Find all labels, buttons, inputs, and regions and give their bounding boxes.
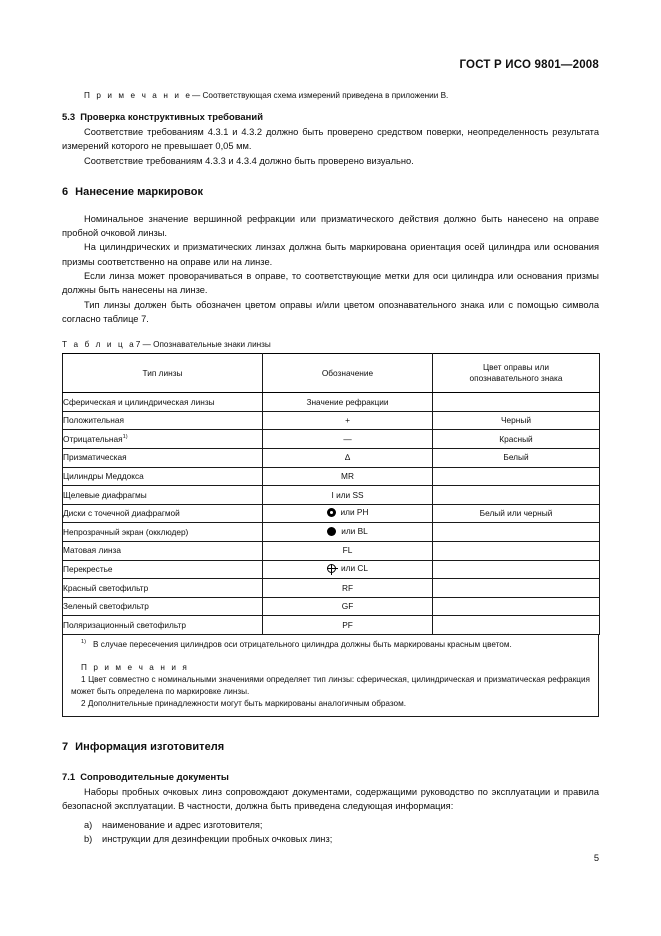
cell-designation xyxy=(263,523,433,542)
heading-7-1 xyxy=(62,771,599,782)
table-row xyxy=(63,560,600,579)
th-color xyxy=(433,354,600,393)
page-content xyxy=(62,90,599,846)
list-item-marker: b) xyxy=(84,833,93,844)
cell-color xyxy=(433,560,600,579)
table-row xyxy=(63,504,600,523)
table-7-caption xyxy=(62,340,599,349)
table-row xyxy=(63,616,600,635)
manufacturer-info-list xyxy=(62,818,599,847)
cell-lens-type: Поляризационный светофильтр xyxy=(63,616,263,635)
para-5-3-1: Соответствие требованиям 4.3.1 и 4.3.2 должно быть проверено средством поверки, неопределенность результата измерений которого не превышает 0,05 мм. xyxy=(62,127,599,152)
cell-designation: I или SS xyxy=(263,486,433,505)
cell-color xyxy=(433,597,600,616)
cell-designation: PF xyxy=(263,616,433,635)
th-lens-type: Тип линзы xyxy=(63,354,263,393)
designation-with-symbol xyxy=(327,526,368,537)
cell-lens-type: Непрозрачный экран (окклюдер) xyxy=(63,523,263,542)
para-6-4: Тип линзы должен быть обозначен цветом оправы и/или цветом опознавательного знака или с помощью символа согласно таблице 7. xyxy=(62,299,599,324)
cell-color xyxy=(433,467,600,486)
cell-color xyxy=(433,616,600,635)
table-row xyxy=(63,430,600,449)
para-5-3-2: Соответствие требованиям 4.3.3 и 4.3.4 должно быть проверено визуально. xyxy=(84,155,414,166)
table-row xyxy=(63,411,600,430)
cell-designation: MR xyxy=(263,467,433,486)
cell-designation: GF xyxy=(263,597,433,616)
footnote-text: В случае пересечения цилиндров оси отрицательного цилиндра должны быть маркированы красным цветом. xyxy=(92,639,512,649)
heading-7-1-title: Сопроводительные документы xyxy=(80,770,229,782)
th-designation: Обозначение xyxy=(263,354,433,393)
heading-6-number: 6 xyxy=(62,185,69,198)
table-footnote-1 xyxy=(71,639,590,651)
heading-7-1-number: 7.1 xyxy=(62,770,76,782)
table-footnotes xyxy=(62,635,599,717)
para-7-1-1: Наборы пробных очковых линз сопровождают документами, содержащими руководство по эксплуатации и правила безопасной эксплуатации. В частности, должна быть приведена следующая информация: xyxy=(62,786,599,812)
cell-lens-type: Диски с точечной диафрагмой xyxy=(63,504,263,523)
table-note-item: 1 Цвет совместно с номинальными значениями определяет тип линзы: сферическая, цилиндрическая и призматическая рефракция может быть определена по маркировке линзы. xyxy=(71,675,590,696)
standard-header: ГОСТ Р ИСО 9801—2008 xyxy=(459,59,599,71)
cell-lens-type-text: Отрицательная xyxy=(63,433,123,444)
para-6-1: Номинальное значение вершинной рефракции или призматического действия должно быть нанесено на оправе пробной очковой линзы. xyxy=(62,213,599,239)
table-caption-number: 7 xyxy=(135,340,141,350)
pinhole-disc-icon xyxy=(327,508,336,517)
table-notes-title: П р и м е ч а н и я xyxy=(81,662,189,672)
table-row xyxy=(63,449,600,468)
heading-6-title: Нанесение маркировок xyxy=(75,185,204,198)
cell-color: Черный xyxy=(433,411,600,430)
cell-color xyxy=(433,579,600,598)
table-caption-dash: — xyxy=(142,340,151,350)
designation-with-symbol xyxy=(327,507,369,518)
cell-lens-type: Матовая линза xyxy=(63,542,263,561)
para-6-2: На цилиндрических и призматических линзах должна быть маркирована ориентация осей цилиндра или основания призмы соответственно на оправе или на линзе. xyxy=(62,242,599,267)
table-row xyxy=(63,579,600,598)
crosshair-icon xyxy=(327,564,336,573)
heading-6 xyxy=(62,186,599,198)
cell-designation: Значение рефракции xyxy=(263,393,433,412)
cell-designation xyxy=(263,560,433,579)
cell-lens-type: Перекрестье xyxy=(63,560,263,579)
table-row xyxy=(63,523,600,542)
cell-color xyxy=(433,393,600,412)
cell-color xyxy=(433,523,600,542)
heading-5-3 xyxy=(62,111,599,122)
cell-designation: FL xyxy=(263,542,433,561)
table-row xyxy=(63,542,600,561)
cell-lens-type: Красный светофильтр xyxy=(63,579,263,598)
cell-designation: + xyxy=(263,411,433,430)
cell-lens-type: Призматическая xyxy=(63,449,263,468)
table-caption-label: Т а б л и ц а xyxy=(62,340,136,350)
table-header-row xyxy=(63,354,600,393)
table-row xyxy=(63,597,600,616)
para-6-3: Если линза может проворачиваться в оправе, то соответствующие метки для оси цилиндра или основания призмы должны быть нанесены на линзе. xyxy=(62,271,599,296)
cell-lens-type: Щелевые диафрагмы xyxy=(63,486,263,505)
heading-5-3-number: 5.3 xyxy=(62,111,76,122)
footnote-marker: 1) xyxy=(81,639,86,646)
cell-designation: RF xyxy=(263,579,433,598)
page-number: 5 xyxy=(593,853,599,863)
list-item-text: наименование и адрес изготовителя; xyxy=(102,819,263,830)
list-item xyxy=(62,832,599,846)
lens-identification-table xyxy=(62,353,600,635)
cell-lens-type: Сферическая и цилиндрическая линзы xyxy=(63,393,263,412)
cell-lens-type: Цилиндры Меддокса xyxy=(63,467,263,486)
heading-7 xyxy=(62,741,599,753)
table-row xyxy=(63,467,600,486)
cell-designation-text: или CL xyxy=(340,562,369,573)
note-top xyxy=(84,90,599,102)
cell-lens-type xyxy=(63,430,263,449)
cell-color: Белый или черный xyxy=(433,504,600,523)
list-item-marker: a) xyxy=(84,819,93,830)
cell-designation-text: или BL xyxy=(341,525,368,536)
note-top-text: Соответствующая схема измерений приведена в приложении В. xyxy=(202,91,449,100)
cell-color xyxy=(433,486,600,505)
th-color-line2: опознавательного знака xyxy=(469,373,563,384)
cell-designation: — xyxy=(263,430,433,449)
list-item-text: инструкции для дезинфекции пробных очковых линз; xyxy=(102,833,333,844)
note-top-dash: — xyxy=(192,91,201,100)
table-note-item: 2 Дополнительные принадлежности могут быть маркированы аналогичным образом. xyxy=(81,699,407,709)
cell-designation xyxy=(263,504,433,523)
cell-lens-type: Положительная xyxy=(63,411,263,430)
cell-color xyxy=(433,542,600,561)
table-caption-text: Опознавательные знаки линзы xyxy=(153,340,271,350)
footnote-ref: 1) xyxy=(122,433,128,440)
heading-7-title: Информация изготовителя xyxy=(75,740,225,753)
th-color-line1: Цвет оправы или xyxy=(482,361,550,372)
note-top-label: П р и м е ч а н и е xyxy=(84,91,193,100)
cell-color: Белый xyxy=(433,449,600,468)
occluder-disc-icon xyxy=(327,527,336,536)
table-row xyxy=(63,393,600,412)
table-row xyxy=(63,486,600,505)
cell-color: Красный xyxy=(433,430,600,449)
heading-7-number: 7 xyxy=(62,740,69,753)
list-item xyxy=(62,818,599,832)
heading-5-3-title: Проверка конструктивных требований xyxy=(80,111,264,122)
cell-designation-text: или PH xyxy=(340,507,369,518)
cell-designation: ∆ xyxy=(263,449,433,468)
designation-with-symbol xyxy=(327,563,368,574)
cell-lens-type: Зеленый светофильтр xyxy=(63,597,263,616)
